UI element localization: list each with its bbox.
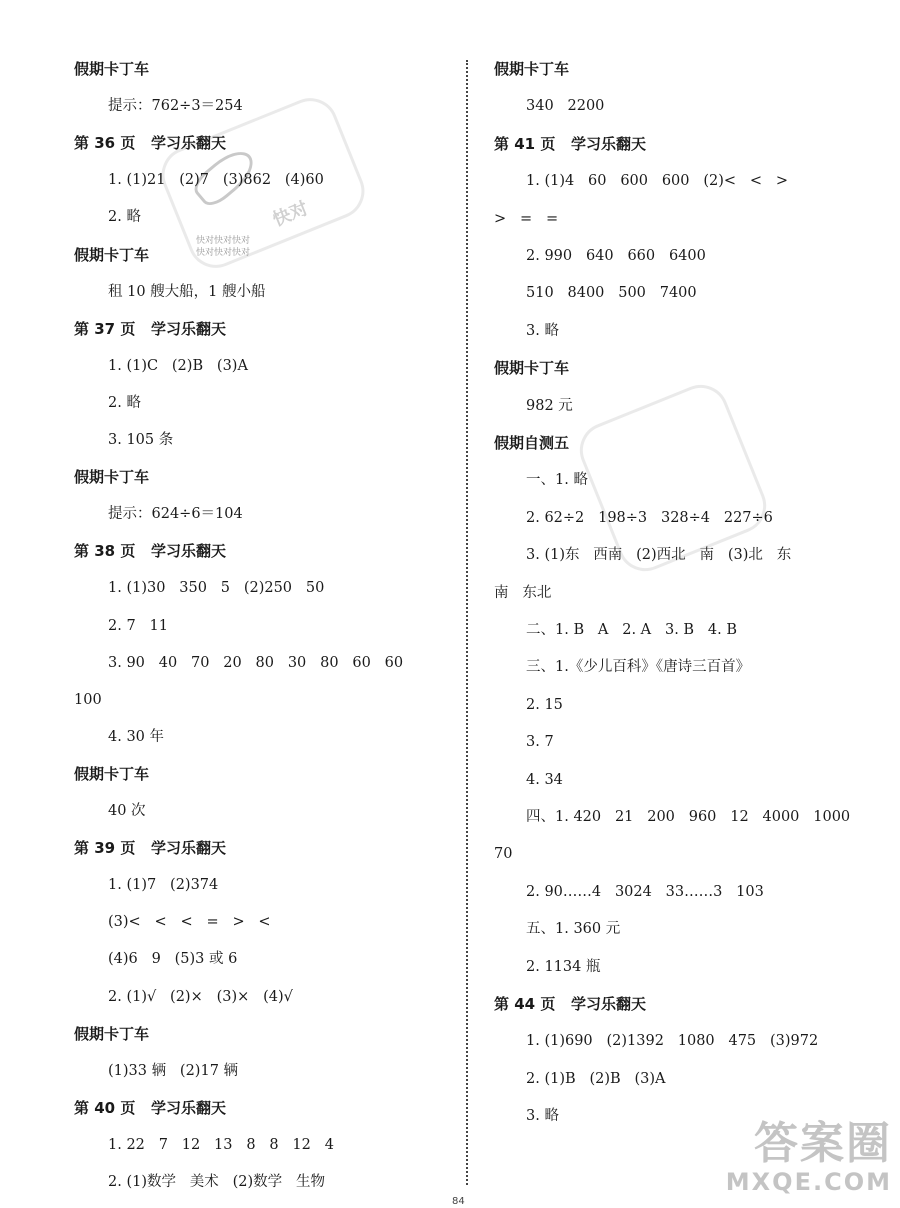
answer-line: 1. (1)21 (2)7 (3)862 (4)60 [108, 172, 324, 189]
answer-line: 3. 略 [526, 1108, 559, 1125]
column-divider [466, 60, 468, 1185]
answer-line: 三、1.《少儿百科》《唐诗三百首》 [526, 659, 751, 676]
answer-line: (3)< < < = > < [108, 914, 271, 931]
section-heading: 第 41 页 学习乐翻天 [494, 134, 646, 153]
answer-line: 3. 略 [526, 322, 559, 339]
answer-line: 3. 90 40 70 20 80 30 80 60 60 [108, 654, 404, 671]
answer-line: 2. 略 [108, 394, 141, 411]
corner-watermark-url: MXQE.COM [725, 1168, 892, 1196]
answer-line: 1. (1)4 60 600 600 (2)< < > [526, 173, 788, 190]
answer-line: 提示：762÷3＝254 [108, 98, 243, 115]
answer-line: 340 2200 [526, 98, 605, 115]
answer-line: 五、1. 360 元 [526, 921, 621, 938]
section-heading: 假期自测五 [494, 434, 570, 452]
section-heading: 假期卡丁车 [494, 359, 570, 378]
answer-line: 2. 略 [108, 209, 141, 226]
section-heading: 第 40 页 学习乐翻天 [74, 1098, 226, 1117]
answer-line: 70 [494, 846, 513, 863]
section-heading: 第 44 页 学习乐翻天 [494, 995, 646, 1013]
answer-line: 982 元 [526, 397, 573, 414]
answer-line: 4. 34 [526, 771, 563, 788]
answer-line: 四、1. 420 21 200 960 12 4000 1000 [526, 809, 851, 825]
page-number: 84 [452, 1196, 465, 1207]
answer-line: 2. 62÷2 198÷3 328÷4 227÷6 [526, 509, 773, 526]
section-heading: 假期卡丁车 [74, 764, 150, 783]
answer-line: 1. (1)C (2)B (3)A [108, 357, 248, 374]
answer-line: 4. 30 年 [108, 728, 165, 745]
section-heading: 假期卡丁车 [74, 1024, 150, 1043]
answer-line: 1. (1)7 (2)374 [108, 877, 219, 894]
answer-line: 40 次 [108, 803, 146, 819]
answer-line: 3. (1)东 西南 (2)西北 南 (3)北 东 [526, 547, 792, 564]
answer-line: 2. (1)B (2)B (3)A [526, 1070, 666, 1087]
answer-line: 2. 1134 瓶 [526, 958, 601, 975]
section-heading: 假期卡丁车 [494, 60, 570, 78]
section-heading: 假期卡丁车 [74, 245, 150, 264]
answer-line: > = = [494, 210, 559, 227]
answer-line: 1. (1)30 350 5 (2)250 50 [108, 580, 325, 597]
section-heading: 第 38 页 学习乐翻天 [74, 542, 226, 561]
answer-line: 1. (1)690 (2)1392 1080 475 (3)972 [526, 1033, 819, 1050]
answer-line: 2. (1)数学 美术 (2)数学 生物 [108, 1174, 326, 1190]
answer-line: 3. 7 [526, 734, 554, 751]
section-heading: 第 37 页 学习乐翻天 [74, 319, 226, 338]
answer-line: 2. (1)√ (2)× (3)× (4)√ [108, 988, 293, 1005]
answer-line: 3. 105 条 [108, 432, 174, 448]
answer-line: 2. 90……4 3024 33……3 103 [526, 883, 764, 900]
answer-line: (4)6 9 (5)3 或 6 [108, 951, 238, 968]
answer-line: 南 东北 [494, 584, 552, 601]
answer-line: 510 8400 500 7400 [526, 285, 697, 302]
corner-watermark-title: 答案圈 [754, 1118, 892, 1169]
answer-line: 2. 990 640 660 6400 [526, 248, 706, 264]
answer-line: 100 [74, 691, 102, 708]
answer-line: 2. 15 [526, 696, 563, 713]
answer-line: (1)33 辆 (2)17 辆 [108, 1062, 239, 1079]
answer-line: 租 10 艘大船，1 艘小船 [108, 283, 266, 300]
watermark-brand-text: 快对 [269, 197, 312, 231]
section-heading: 第 39 页 学习乐翻天 [74, 839, 226, 858]
answer-line: 提示：624÷6＝104 [108, 506, 243, 523]
answer-line: 一、1. 略 [526, 472, 588, 489]
section-heading: 第 36 页 学习乐翻天 [74, 134, 226, 153]
watermark-caption-1: 快对快对快对 [196, 236, 251, 246]
watermark-caption-2: 快对快对快对 [196, 248, 251, 258]
corner-watermark [726, 1120, 892, 1196]
section-heading: 假期卡丁车 [74, 60, 150, 78]
answer-line: 1. 22 7 12 13 8 8 12 4 [108, 1136, 334, 1153]
section-heading: 假期卡丁车 [74, 468, 150, 487]
answer-line: 二、1. B A 2. A 3. B 4. B [526, 622, 737, 638]
answer-line: 2. 7 11 [108, 617, 168, 634]
